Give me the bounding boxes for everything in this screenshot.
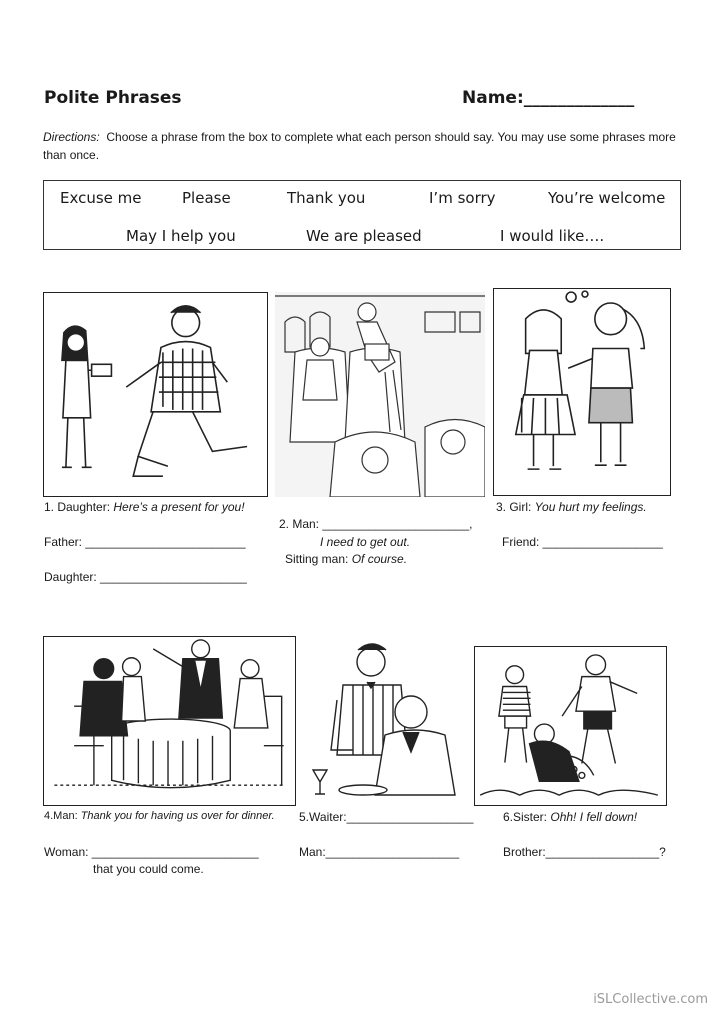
illustration-dinner-party (43, 636, 296, 806)
illustration-children (474, 646, 667, 806)
illustration-daughter-father (43, 292, 268, 497)
directions (43, 128, 683, 164)
q3-quote: You hurt my feelings. (534, 500, 647, 514)
q6-brother-answer-line: Brother:_________________? (503, 845, 666, 859)
phrase-excuse-me: Excuse me (60, 189, 142, 207)
illustration-airplane (275, 292, 485, 497)
airplane-drawing (275, 292, 485, 497)
q1-father-answer-line: Father: ________________________ (44, 535, 246, 549)
q1-speaker: 1. Daughter: (44, 500, 114, 514)
phrase-i-would-like: I would like…. (500, 227, 605, 245)
q2-quote: I need to get out. (320, 535, 411, 549)
q1-quote: Here’s a present for you! (113, 500, 245, 514)
q2-line3 (285, 552, 407, 566)
q2-sitting-man-quote: Of course. (351, 552, 408, 566)
q6-speaker: 6.Sister: (503, 810, 551, 824)
illustration-girls (493, 288, 671, 496)
q6-quote: Ohh! I fell down! (550, 810, 638, 824)
waiter-drawing (303, 640, 468, 806)
q2-sitting-man-label: Sitting man: (285, 552, 352, 566)
footer-watermark: iSLCollective.com (593, 992, 708, 1007)
phrase-please: Please (182, 189, 231, 207)
name-field-label: Name:_____________ (462, 88, 635, 108)
girls-drawing (494, 289, 670, 495)
page-title: Polite Phrases (44, 88, 182, 108)
phrase-thank-you: Thank you (287, 189, 366, 207)
phrase-im-sorry: I’m sorry (429, 189, 496, 207)
q6-line1 (503, 810, 637, 824)
q3-line1 (496, 500, 647, 514)
phrase-may-i-help-you: May I help you (126, 227, 236, 245)
q4-quote: Thank you for having us over for dinner. (80, 810, 275, 822)
q5-man-answer-line: Man:____________________ (299, 845, 460, 859)
directions-text: Choose a phrase from the box to complete what each person should say. You may use some phrases more than once. (43, 130, 676, 162)
q3-speaker: 3. Girl: (496, 500, 535, 514)
phrase-box (43, 180, 681, 250)
illustration-waiter (303, 640, 468, 806)
dinner-party-drawing (44, 637, 295, 805)
directions-label: Directions: (43, 130, 100, 144)
q4-line1 (44, 810, 275, 822)
q1-line1 (44, 500, 245, 514)
q4-woman-answer-end: that you could come. (93, 862, 204, 876)
q3-friend-answer-line: Friend: __________________ (502, 535, 663, 549)
q5-waiter-answer-line: 5.Waiter:___________________ (299, 810, 474, 824)
q4-speaker: 4.Man: (44, 810, 81, 822)
q2-man-answer-line: 2. Man: ______________________, (279, 517, 473, 531)
q1-daughter-answer-line: Daughter: ______________________ (44, 570, 247, 584)
q4-woman-answer-line: Woman: _________________________ (44, 845, 259, 859)
phrase-we-are-pleased: We are pleased (306, 227, 422, 245)
children-drawing (475, 647, 666, 805)
phrase-youre-welcome: You’re welcome (548, 189, 666, 207)
daughter-father-drawing (44, 293, 267, 496)
